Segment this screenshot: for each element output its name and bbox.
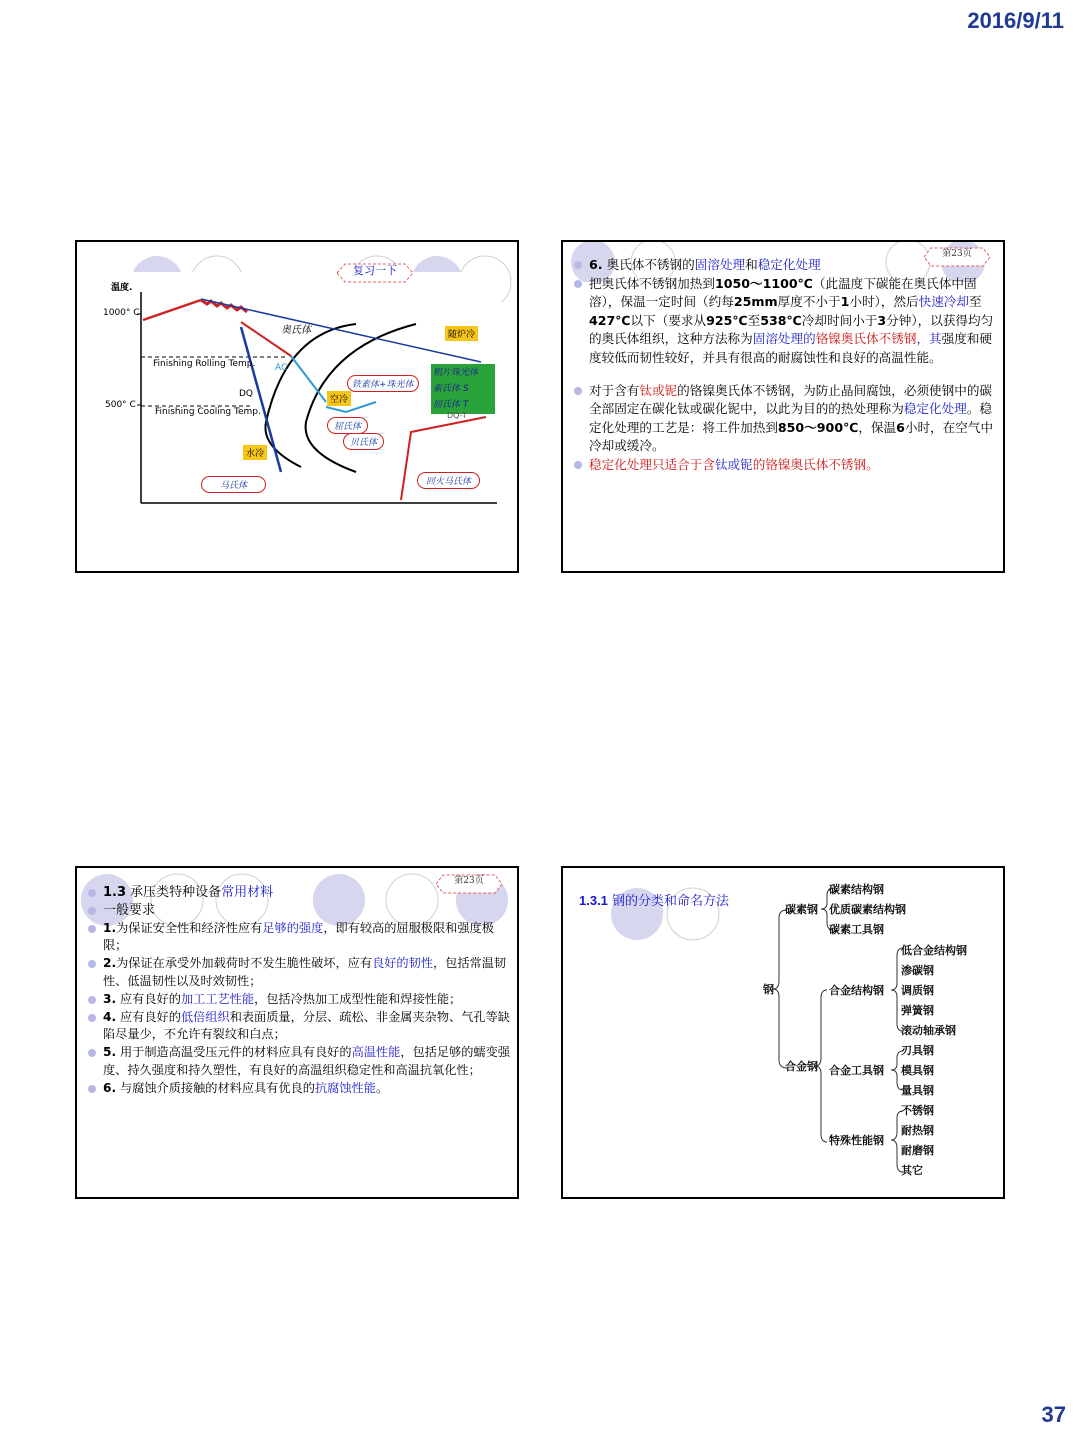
header-date: 2016/9/11 bbox=[967, 8, 1064, 33]
alloy-steel-label: 合金钢 bbox=[785, 1060, 818, 1073]
text: 冷却时间小于 bbox=[801, 312, 878, 328]
steel-classification-tree bbox=[563, 868, 1003, 1197]
special-item: 其它 bbox=[901, 1164, 923, 1177]
dq-label: DQ bbox=[239, 389, 254, 399]
highlight-text: 高温性能 bbox=[351, 1045, 401, 1060]
page-badge-text: 第23页 bbox=[942, 249, 972, 259]
highlight-text: 良好的韧性 bbox=[372, 956, 433, 971]
finishing-cooling-label: Finishing Cooling Temp. bbox=[155, 407, 261, 417]
coarse-pearlite-label: 粗片珠光体 bbox=[433, 368, 479, 378]
text: 奥氏体不锈钢的 bbox=[602, 257, 695, 272]
bullet-item bbox=[85, 920, 515, 956]
bainite-label: 贝氏体 bbox=[343, 433, 384, 450]
text: 和表面质量，分层、疏松、非金属夹杂物、气孔等缺陷尽量少，不允许有裂纹和白点； bbox=[103, 1009, 510, 1042]
value-text: 538℃ bbox=[760, 312, 802, 328]
highlight-text: 其 bbox=[929, 331, 942, 347]
text: 至 bbox=[747, 312, 761, 328]
text: 应有良好的 bbox=[116, 1009, 181, 1024]
alloy-tool-label: 合金工具钢 bbox=[829, 1064, 884, 1077]
slide-material-requirements bbox=[75, 866, 519, 1199]
page-badge-text: 第23页 bbox=[454, 876, 484, 886]
tempered-martensite-label: 回火马氏体 bbox=[417, 472, 480, 489]
carbon-steel-label: 碳素钢 bbox=[785, 903, 818, 916]
text: 。 bbox=[375, 1080, 389, 1095]
highlight-text: 固溶处理 bbox=[752, 331, 804, 347]
bullet-number: 6. bbox=[589, 257, 603, 272]
text: ，即有较高的屈服极限和强度极限； bbox=[103, 920, 494, 953]
bullet-item bbox=[571, 456, 995, 475]
martensite-label: 马氏体 bbox=[201, 476, 266, 493]
alloy-tool-item: 量具钢 bbox=[901, 1084, 934, 1097]
bullet-item bbox=[85, 991, 515, 1009]
highlight-text: 稳定化处理只适合于含 bbox=[589, 456, 715, 472]
alloy-structural-label: 合金结构钢 bbox=[829, 984, 884, 997]
value-text: 850～900℃ bbox=[777, 419, 859, 435]
text: ，包括常温韧性、低温韧性以及时效韧性； bbox=[103, 956, 507, 988]
bullet-item bbox=[571, 275, 995, 368]
review-badge-text: 复习一下 bbox=[353, 264, 397, 277]
text: 应有良好的 bbox=[116, 991, 181, 1006]
page-number: 37 bbox=[1041, 1402, 1066, 1427]
value-text: 427℃ bbox=[589, 312, 631, 328]
root-label: 钢 bbox=[763, 983, 774, 996]
bullet-item bbox=[85, 902, 515, 920]
bullet-number: 6. bbox=[103, 1080, 117, 1095]
bullet-item bbox=[85, 955, 515, 991]
special-item: 耐热钢 bbox=[901, 1124, 934, 1137]
highlight-text: 固溶处理 bbox=[694, 257, 746, 272]
highlight-text: 稳定化处理 bbox=[757, 257, 821, 272]
alloy-structural-item: 调质钢 bbox=[901, 984, 934, 997]
text: 强度和硬度较低而韧性较好，并具有很高的耐腐蚀性和良好的高温性能。 bbox=[589, 331, 992, 365]
text: 小时），然后 bbox=[849, 294, 919, 310]
value-text: 1050～1100℃ bbox=[714, 275, 813, 291]
alloy-structural-item: 弹簧钢 bbox=[901, 1004, 934, 1017]
carbon-item: 碳素工具钢 bbox=[829, 923, 884, 936]
text: 至 bbox=[968, 294, 982, 310]
text: （此温度下碳能在奥氏体中固溶），保温一定时间（约每 bbox=[589, 275, 977, 310]
text: 。稳定化处理的工艺是：将工件加热到 bbox=[589, 401, 992, 435]
value-text: 1 bbox=[840, 294, 850, 310]
furnace-cool-label: 随炉冷 bbox=[445, 326, 478, 341]
ferrite-pearlite-label: 铁素体+珠光体 bbox=[347, 375, 419, 392]
review-badge bbox=[333, 262, 417, 284]
troostite-label: 屈氏体 bbox=[327, 417, 368, 434]
value-text: 25mm bbox=[733, 294, 778, 310]
bullet-item bbox=[571, 256, 995, 275]
air-cool-label: 空冷 bbox=[327, 391, 351, 406]
bullet-list bbox=[571, 256, 995, 475]
ac-label: AC bbox=[275, 363, 288, 373]
text: 分钟），以获得均匀的奥氏体组织，这种方法称为 bbox=[589, 312, 994, 347]
text: 用于制造高温受压元件的材料应具有良好的 bbox=[116, 1045, 352, 1060]
text: ，包括足够的蠕变强度、持久强度和持久塑性，有良好的高温组织稳定性和高温抗氧化性； bbox=[103, 1045, 510, 1077]
bullet-item bbox=[571, 382, 995, 456]
troostite-t-label: 屈氏体 T bbox=[433, 400, 469, 410]
highlight-text: 足够的强度 bbox=[262, 920, 324, 935]
text: 一般要求 bbox=[103, 902, 156, 918]
highlight-text: 钛或铌 bbox=[714, 456, 753, 472]
highlight-text: 加工工艺性能 bbox=[180, 991, 255, 1006]
highlight-text: 抗腐蚀性能 bbox=[315, 1080, 376, 1095]
slide-stainless-heat-treatment bbox=[561, 240, 1005, 573]
text: 的 bbox=[803, 331, 816, 347]
alloy-structural-item: 滚动轴承钢 bbox=[901, 1024, 956, 1037]
carbon-item: 优质碳素结构钢 bbox=[829, 903, 906, 916]
slide-cooling-diagram bbox=[75, 240, 519, 573]
water-cool-label: 水冷 bbox=[243, 445, 267, 460]
austenite-label: 奥氏体 bbox=[281, 325, 311, 336]
special-item: 不锈钢 bbox=[901, 1104, 934, 1117]
value-text: 3 bbox=[877, 312, 887, 328]
text: 厚度不小于 bbox=[777, 294, 841, 310]
highlight-text: 的铬镍奥氏体不锈钢。 bbox=[752, 456, 879, 472]
special-item: 耐磨钢 bbox=[901, 1144, 934, 1157]
highlight-text: 常用材料 bbox=[221, 885, 274, 900]
y-axis-label: 温度. bbox=[111, 283, 133, 293]
text: 为保证在承受外加载荷时不发生脆性破坏，应有 bbox=[116, 956, 373, 971]
highlight-text: 钛或铌 bbox=[639, 382, 678, 398]
text: 的铬镍奥氏体不锈钢，为防止晶间腐蚀，必须使钢中的碳全部固定在碳化钛或碳化铌中，以此为目的的热处理称为 bbox=[589, 382, 992, 417]
text: 对于含有 bbox=[589, 382, 640, 398]
carbon-item: 碳素结构钢 bbox=[829, 883, 884, 896]
cooling-chart-panel bbox=[101, 272, 499, 542]
text: 承压类特种设备 bbox=[126, 885, 222, 900]
bullet-number: 3. bbox=[103, 991, 117, 1006]
highlight-text: 稳定化处理 bbox=[903, 401, 967, 417]
bullet-item bbox=[85, 884, 515, 902]
temp-1000-label: 1000° C bbox=[103, 308, 140, 318]
sorbite-label: 索氏体 S bbox=[433, 384, 469, 394]
text: ，包括冷热加工成型性能和焊接性能； bbox=[254, 991, 462, 1006]
alloy-structural-item: 渗碳钢 bbox=[901, 964, 934, 977]
text: 与腐蚀介质接触的材料应具有优良的 bbox=[116, 1080, 315, 1095]
bullet-number: 5. bbox=[103, 1045, 117, 1060]
alloy-tool-item: 模具钢 bbox=[901, 1064, 934, 1077]
title-text: 钢的分类和命名方法 bbox=[607, 894, 730, 909]
text: 为保证安全性和经济性应有 bbox=[116, 920, 263, 935]
bullet-item bbox=[85, 1009, 515, 1045]
bullet-number: 1. bbox=[103, 920, 117, 935]
bullet-item bbox=[85, 1080, 515, 1098]
value-text: 6 bbox=[896, 419, 905, 435]
text: 以下（要求从 bbox=[630, 312, 707, 328]
highlight-text: 低倍组织 bbox=[180, 1009, 230, 1024]
bullet-number: 2. bbox=[103, 956, 117, 971]
temp-500-label: 500° C bbox=[105, 400, 136, 410]
dqt-label: DQ-T bbox=[447, 411, 467, 420]
finishing-rolling-label: Finishing Rolling Temp. bbox=[153, 359, 256, 369]
highlight-text: 铬镍奥氏体不锈钢 bbox=[815, 331, 917, 347]
text: ，保温 bbox=[858, 419, 897, 435]
bullet-list bbox=[85, 884, 515, 1098]
text: ， bbox=[916, 331, 930, 347]
alloy-structural-item: 低合金结构钢 bbox=[901, 944, 967, 957]
title-number: 1.3.1 bbox=[579, 893, 608, 908]
bullet-number: 4. bbox=[103, 1009, 117, 1024]
text: 和 bbox=[745, 257, 758, 272]
bullet-number: 1.3 bbox=[103, 885, 127, 900]
bullet-item bbox=[85, 1044, 515, 1080]
alloy-tool-item: 刃具钢 bbox=[901, 1044, 934, 1057]
value-text: 925℃ bbox=[706, 312, 748, 328]
text: 小时，在空气中冷却或缓冷。 bbox=[589, 419, 994, 454]
slide-steel-classification bbox=[561, 866, 1005, 1199]
text: 把奥氏体不锈钢加热到 bbox=[589, 275, 715, 291]
highlight-text: 快速冷却 bbox=[918, 294, 969, 310]
special-steel-label: 特殊性能钢 bbox=[829, 1134, 884, 1147]
